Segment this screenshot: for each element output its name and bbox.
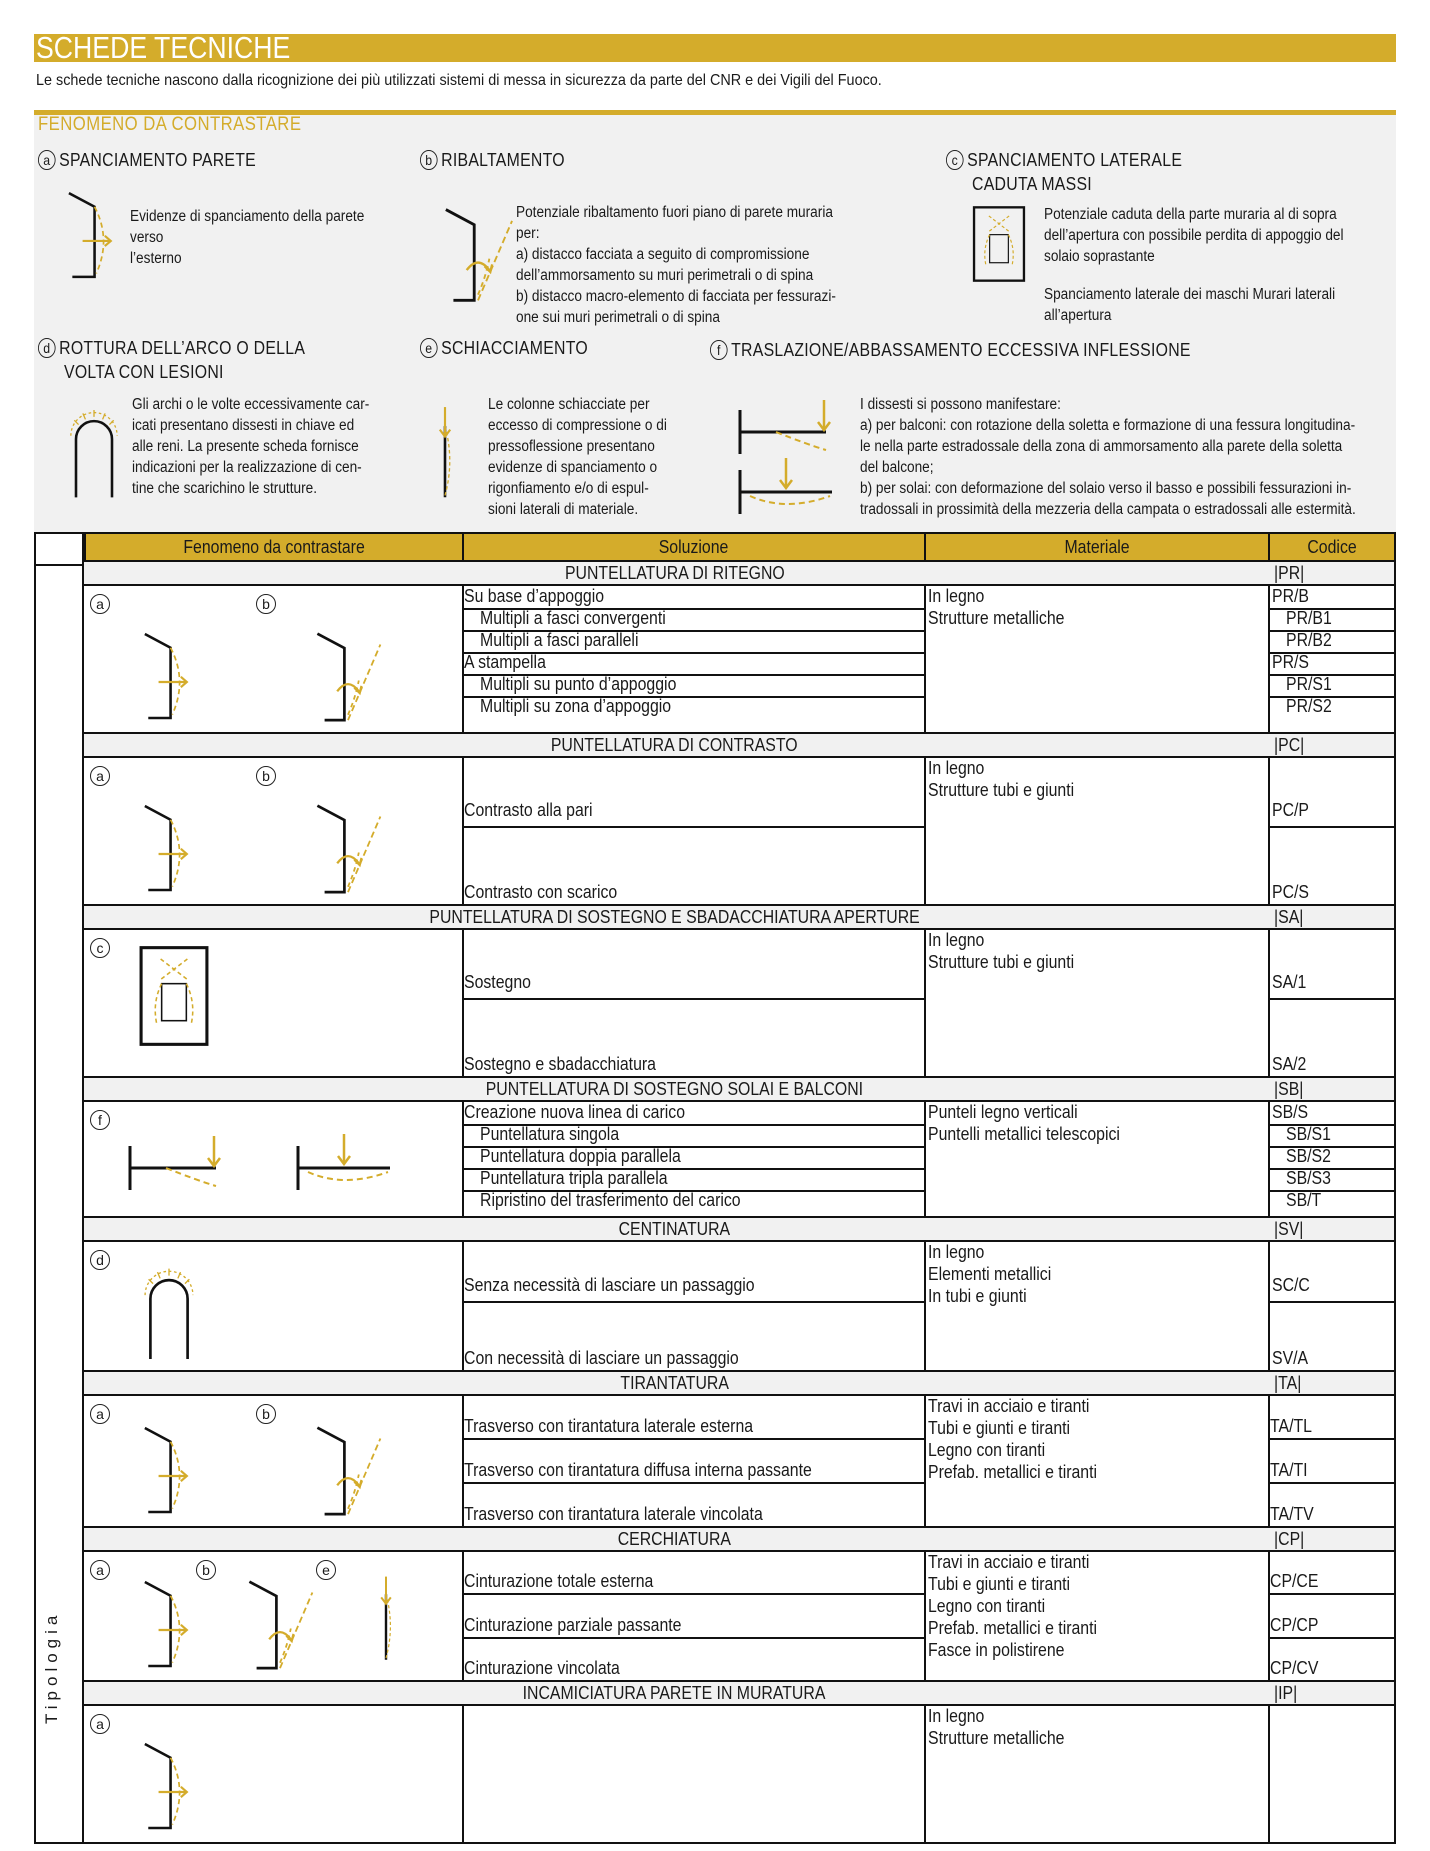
letter-badge: a xyxy=(38,150,56,170)
column-divider xyxy=(1268,1706,1270,1842)
material-item: Punteli legno verticali xyxy=(928,1102,1078,1122)
fenomeno-c-name: SPANCIAMENTO LATERALE xyxy=(967,150,1183,170)
section-code: | PR | xyxy=(1274,562,1304,584)
material-item: Prefab. metallici e tiranti xyxy=(928,1618,1098,1638)
solution-item: Multipli su punto d’appoggio xyxy=(480,674,677,694)
title-bar xyxy=(34,30,1396,65)
section-title xyxy=(84,906,1265,928)
code-item: SC/C xyxy=(1272,1275,1310,1295)
spacer xyxy=(1044,267,1344,284)
text-line: verso xyxy=(130,229,164,246)
material-item: Strutture tubi e giunti xyxy=(928,780,1075,800)
letter-badge: a xyxy=(90,1404,110,1424)
row-divider xyxy=(462,1301,924,1303)
section-title-text: CERCHIATURA xyxy=(617,1529,732,1549)
row-divider xyxy=(1268,1593,1396,1595)
fenomeno-a-text xyxy=(130,206,364,269)
material-item: Strutture metalliche xyxy=(928,608,1065,628)
material-item: In legno xyxy=(928,1706,985,1726)
text-line: Spanciamento laterale dei maschi Murari laterali xyxy=(1044,286,1336,303)
column-divider xyxy=(924,1706,926,1842)
overturning-icon xyxy=(312,798,384,898)
wall-bulging-icon xyxy=(138,798,198,898)
text-line: dell’apertura con possibile perdita di appoggio del xyxy=(1044,227,1344,244)
solution-item: Multipli a fasci convergenti xyxy=(480,608,666,628)
text-line: icati presentano dissesti in chiave ed xyxy=(132,417,355,434)
material-item: Travi in acciaio e tiranti xyxy=(928,1396,1090,1416)
solution-item: Cinturazione totale esterna xyxy=(464,1571,654,1591)
row-divider xyxy=(1268,1637,1396,1639)
text-line: I dissesti si possono manifestare: xyxy=(860,396,1061,413)
fenomeno-c-text xyxy=(1044,204,1344,326)
section-row xyxy=(84,1218,1396,1242)
solution-item: Puntellatura doppia parallela xyxy=(480,1146,681,1166)
fenomeno-f-name: TRASLAZIONE/ABBASSAMENTO ECCESSIVA INFLESSIONE xyxy=(731,340,1191,360)
letter-badge: b xyxy=(420,150,438,170)
material-item: Puntelli metallici telescopici xyxy=(928,1124,1120,1144)
fenomeno-d-name: ROTTURA DELL’ARCO O DELLA xyxy=(59,338,306,358)
section-code: | SV | xyxy=(1274,1218,1303,1240)
column-divider xyxy=(1268,1102,1270,1216)
opening-collapse-icon xyxy=(971,205,1027,283)
row-divider xyxy=(1268,998,1396,1000)
code-item: SB/S3 xyxy=(1286,1168,1331,1188)
row-divider xyxy=(1268,1301,1396,1303)
section-title-text: PUNTELLATURA DI RITEGNO xyxy=(564,563,785,583)
solution-item: A stampella xyxy=(464,652,546,672)
row-divider xyxy=(1268,826,1396,828)
code-item: PR/S1 xyxy=(1286,674,1332,694)
section-title-text: PUNTELLATURA DI SOSTEGNO SOLAI E BALCONI xyxy=(485,1079,864,1099)
text-line: per: xyxy=(516,225,540,242)
section-title-text: CENTINATURA xyxy=(618,1219,731,1239)
code-item: SA/1 xyxy=(1272,972,1307,992)
header-materiale xyxy=(924,532,1270,562)
column-crushing-icon xyxy=(432,396,458,510)
text-line: evidenze di spanciamento o xyxy=(488,459,658,476)
wall-bulging-icon xyxy=(138,1420,198,1520)
row-divider xyxy=(1268,1438,1396,1440)
section-title xyxy=(84,1078,1265,1100)
fenomeno-e-text xyxy=(488,394,667,520)
material-item: In legno xyxy=(928,586,985,606)
solution-item: Ripristino del trasferimento del carico xyxy=(480,1190,741,1210)
code-item: SV/A xyxy=(1272,1348,1309,1368)
text-line: Potenziale caduta della parte muraria al di sopra xyxy=(1044,206,1337,223)
section-block xyxy=(84,1242,1396,1372)
overturning-icon xyxy=(244,1574,316,1674)
code-item: PC/P xyxy=(1272,800,1309,820)
wall-bulging-icon xyxy=(138,626,198,726)
material-item: Fasce in polistirene xyxy=(928,1640,1065,1660)
letter-badge: c xyxy=(90,938,110,958)
solution-item: Contrasto con scarico xyxy=(464,882,618,902)
fenomeno-f-text xyxy=(860,394,1356,520)
balcony-deflection-icon xyxy=(124,1132,228,1192)
letter-badge: b xyxy=(256,766,276,786)
section-code: | TA | xyxy=(1274,1372,1301,1394)
letter-badge: a xyxy=(90,766,110,786)
text-line: Le colonne schiacciate per xyxy=(488,396,650,413)
code-item: TA/TL xyxy=(1270,1416,1312,1436)
text-line: Evidenze di spanciamento della parete xyxy=(130,208,365,225)
column-divider xyxy=(462,1706,464,1842)
section-block xyxy=(84,1102,1396,1218)
code-item: SB/S1 xyxy=(1286,1124,1331,1144)
opening-collapse-icon xyxy=(138,944,210,1048)
material-item: In tubi e giunti xyxy=(928,1286,1027,1306)
section-block xyxy=(84,758,1396,906)
section-code: | IP | xyxy=(1274,1682,1297,1704)
section-block xyxy=(84,586,1396,734)
solution-item: Multipli su zona d’appoggio xyxy=(480,696,672,716)
section-title xyxy=(84,1682,1265,1704)
text-line: le nella parte estradossale della zona di ammorsamento alla parete della soletta xyxy=(860,438,1343,455)
code-item: PR/S xyxy=(1272,652,1309,672)
text-line: Gli archi o le volte eccessivamente car- xyxy=(132,396,370,413)
header-label: Fenomeno da contrastare xyxy=(183,537,365,557)
text-line: pressoflessione presentano xyxy=(488,438,655,455)
section-title xyxy=(84,1218,1265,1240)
material-item: Legno con tiranti xyxy=(928,1596,1046,1616)
tipologia-column xyxy=(34,532,84,1844)
letter-badge: d xyxy=(38,338,56,358)
column-divider xyxy=(1268,1242,1270,1370)
solution-item: Sostegno e sbadacchiatura xyxy=(464,1054,656,1074)
section-title xyxy=(84,734,1265,756)
column-divider xyxy=(924,758,926,904)
material-item: In legno xyxy=(928,1242,985,1262)
section-title-text: PUNTELLATURA DI SOSTEGNO E SBADACCHIATURA APERTURE xyxy=(429,907,920,927)
fenomeno-b-name: RIBALTAMENTO xyxy=(441,150,565,170)
section-row xyxy=(84,1528,1396,1552)
text-line: a) distacco facciata a seguito di compromissione xyxy=(516,246,810,263)
code-item: PR/B1 xyxy=(1286,608,1332,628)
text-line: alle reni. La presente scheda fornisce xyxy=(132,438,359,455)
fenomeno-d-name-line2: VOLTA CON LESIONI xyxy=(64,362,224,382)
column-divider xyxy=(1268,758,1270,904)
fenomeni-title: FENOMENO DA CONTRASTARE xyxy=(38,114,302,135)
letter-badge: f xyxy=(90,1110,110,1130)
header-label: Soluzione xyxy=(659,537,729,557)
row-divider xyxy=(1268,1482,1396,1484)
material-item: Strutture metalliche xyxy=(928,1728,1065,1748)
solution-item: Creazione nuova linea di carico xyxy=(464,1102,686,1122)
material-item: Elementi metallici xyxy=(928,1264,1052,1284)
header-soluzione xyxy=(462,532,926,562)
page-title: SCHEDE TECNICHE xyxy=(36,30,291,65)
material-item: Travi in acciaio e tiranti xyxy=(928,1552,1090,1572)
overturning-icon xyxy=(312,626,384,726)
section-code: | PC | xyxy=(1274,734,1304,756)
solution-item: Puntellatura tripla parallela xyxy=(480,1168,668,1188)
section-row xyxy=(84,1682,1396,1706)
section-code: | SA | xyxy=(1274,906,1303,928)
solution-item: Contrasto alla pari xyxy=(464,800,593,820)
solution-item: Cinturazione vincolata xyxy=(464,1658,620,1678)
text-line: b) per solai: con deformazione del solaio verso il basso e possibili fessurazioni in- xyxy=(860,480,1352,497)
code-item: CP/CE xyxy=(1270,1571,1319,1591)
header-codice xyxy=(1268,532,1396,562)
section-block xyxy=(84,930,1396,1078)
slab-deflection-icon xyxy=(734,456,838,516)
row-divider xyxy=(462,1637,924,1639)
fenomeni-panel xyxy=(34,110,1396,532)
material-item: In legno xyxy=(928,758,985,778)
solution-item: Cinturazione parziale passante xyxy=(464,1615,682,1635)
material-item: Legno con tiranti xyxy=(928,1440,1046,1460)
code-item: TA/TV xyxy=(1270,1504,1314,1524)
fenomeno-b-text xyxy=(516,202,836,328)
solution-item: Trasverso con tirantatura diffusa interna passante xyxy=(464,1460,812,1480)
intro-text: Le schede tecniche nascono dalla ricognizione dei più utilizzati sistemi di messa in sicurezza da parte del CNR e dei Vigili del Fuoco. xyxy=(36,72,882,89)
solution-item: Trasverso con tirantatura laterale esterna xyxy=(464,1416,754,1436)
fenomeno-a-name: SPANCIAMENTO PARETE xyxy=(59,150,257,170)
fenomeno-a-heading xyxy=(38,148,256,172)
letter-badge: d xyxy=(90,1250,110,1270)
fenomeno-d-text xyxy=(132,394,369,499)
section-row xyxy=(84,1078,1396,1102)
code-item: SB/S2 xyxy=(1286,1146,1331,1166)
material-item: Tubi e giunti e tiranti xyxy=(928,1574,1071,1594)
overturning-icon xyxy=(312,1420,384,1520)
code-item: CP/CV xyxy=(1270,1658,1319,1678)
wall-bulging-icon xyxy=(62,188,122,282)
solution-item: Puntellatura singola xyxy=(480,1124,620,1144)
row-divider xyxy=(462,1593,924,1595)
material-item: Prefab. metallici e tiranti xyxy=(928,1462,1098,1482)
text-line: one sui muri perimetrali o di spina xyxy=(516,309,720,326)
material-item: Strutture tubi e giunti xyxy=(928,952,1075,972)
code-item: TA/TI xyxy=(1270,1460,1308,1480)
letter-badge: b xyxy=(256,1404,276,1424)
section-row xyxy=(84,562,1396,586)
text-line: Potenziale ribaltamento fuori piano di parete muraria xyxy=(516,204,833,221)
solution-item: Senza necessità di lasciare un passaggio xyxy=(464,1275,755,1295)
slab-deflection-icon xyxy=(292,1132,396,1192)
code-item: PR/B2 xyxy=(1286,630,1332,650)
letter-badge: c xyxy=(946,150,964,170)
section-block xyxy=(84,1552,1396,1682)
column-divider xyxy=(1268,930,1270,1076)
text-line: b) distacco macro-elemento di facciata per fessurazi- xyxy=(516,288,836,305)
letter-badge: a xyxy=(90,1714,110,1734)
fenomeno-e-name: SCHIACCIAMENTO xyxy=(441,338,588,358)
section-block xyxy=(84,1706,1396,1844)
solution-item: Sostegno xyxy=(464,972,531,992)
row-divider xyxy=(462,1438,924,1440)
section-row xyxy=(84,734,1396,758)
fenomeno-d-heading xyxy=(38,336,305,360)
text-line: tradossali in prossimità della mezzeria della campata o estradossali alle estermità. xyxy=(860,501,1356,518)
column-divider xyxy=(924,930,926,1076)
section-title-text: INCAMICIATURA PARETE IN MURATURA xyxy=(523,1683,826,1703)
solution-item: Trasverso con tirantatura laterale vincolata xyxy=(464,1504,763,1524)
row-divider xyxy=(462,826,924,828)
row-divider xyxy=(462,998,924,1000)
header-label: Materiale xyxy=(1064,537,1130,557)
arch-icon xyxy=(138,1260,200,1364)
text-line: all’apertura xyxy=(1044,307,1112,324)
overturning-icon xyxy=(438,202,518,306)
arch-icon xyxy=(64,396,124,508)
section-code: | CP | xyxy=(1274,1528,1304,1550)
text-line: eccesso di compressione o di xyxy=(488,417,667,434)
section-title xyxy=(84,1372,1265,1394)
material-item: Tubi e giunti e tiranti xyxy=(928,1418,1071,1438)
code-item: SB/T xyxy=(1286,1190,1322,1210)
balcony-deflection-icon xyxy=(734,396,838,456)
tipologia-label: Tipologia xyxy=(42,1610,61,1724)
table-border-bottom xyxy=(34,1842,1396,1844)
text-line: dell’ammorsamento su muri perimetrali o di spina xyxy=(516,267,814,284)
row-divider xyxy=(462,1482,924,1484)
code-item: PR/B xyxy=(1272,586,1309,606)
letter-badge: b xyxy=(256,594,276,614)
material-item: In legno xyxy=(928,930,985,950)
solution-item: Con necessità di lasciare un passaggio xyxy=(464,1348,739,1368)
column-divider xyxy=(924,1396,926,1526)
text-line: l’esterno xyxy=(130,250,182,267)
section-title xyxy=(84,1528,1265,1550)
section-row xyxy=(84,906,1396,930)
code-item: SA/2 xyxy=(1272,1054,1307,1074)
section-row xyxy=(84,1372,1396,1396)
table-border-right xyxy=(1394,532,1396,1844)
section-code: | SB | xyxy=(1274,1078,1303,1100)
solution-item: Su base d’appoggio xyxy=(464,586,605,606)
column-divider xyxy=(924,1552,926,1680)
letter-badge: a xyxy=(90,594,110,614)
fenomeno-c-heading xyxy=(946,148,1182,172)
fenomeno-f-heading xyxy=(710,338,1191,362)
section-title-text: PUNTELLATURA DI CONTRASTO xyxy=(551,735,798,755)
letter-badge: e xyxy=(316,1560,336,1580)
letter-badge: f xyxy=(710,340,728,360)
code-item: PC/S xyxy=(1272,882,1309,902)
column-divider xyxy=(924,1242,926,1370)
code-item: CP/CP xyxy=(1270,1615,1319,1635)
letter-badge: b xyxy=(196,1560,216,1580)
text-line: indicazioni per la realizzazione di cen- xyxy=(132,459,362,476)
column-divider xyxy=(924,1102,926,1216)
code-item: PR/S2 xyxy=(1286,696,1332,716)
text-line: solaio soprastante xyxy=(1044,248,1155,265)
section-title-text: TIRANTATURA xyxy=(620,1373,729,1393)
header-label: Codice xyxy=(1307,537,1357,557)
wall-bulging-icon xyxy=(138,1736,198,1836)
text-line: sioni laterali di materiale. xyxy=(488,501,639,518)
text-line: rigonfiamento e/o di espul- xyxy=(488,480,649,497)
wall-bulging-icon xyxy=(138,1574,198,1674)
section-title xyxy=(84,562,1265,584)
header-fenomeno xyxy=(84,532,464,562)
letter-badge: a xyxy=(90,1560,110,1580)
fenomeno-b-heading xyxy=(420,148,565,172)
solution-item: Multipli a fasci paralleli xyxy=(480,630,639,650)
text-line: a) per balconi: con rotazione della soletta e formazione di una fessura longitudina- xyxy=(860,417,1356,434)
corner-cell xyxy=(36,534,82,566)
text-line: del balcone; xyxy=(860,459,934,476)
fenomeno-c-name-line2: CADUTA MASSI xyxy=(972,174,1092,194)
code-item: SB/S xyxy=(1272,1102,1309,1122)
fenomeno-e-heading xyxy=(420,336,588,360)
letter-badge: e xyxy=(420,338,438,358)
section-block xyxy=(84,1396,1396,1528)
text-line: tine che scarichino le strutture. xyxy=(132,480,317,497)
column-crushing-icon xyxy=(374,1564,398,1674)
column-divider xyxy=(924,586,926,732)
